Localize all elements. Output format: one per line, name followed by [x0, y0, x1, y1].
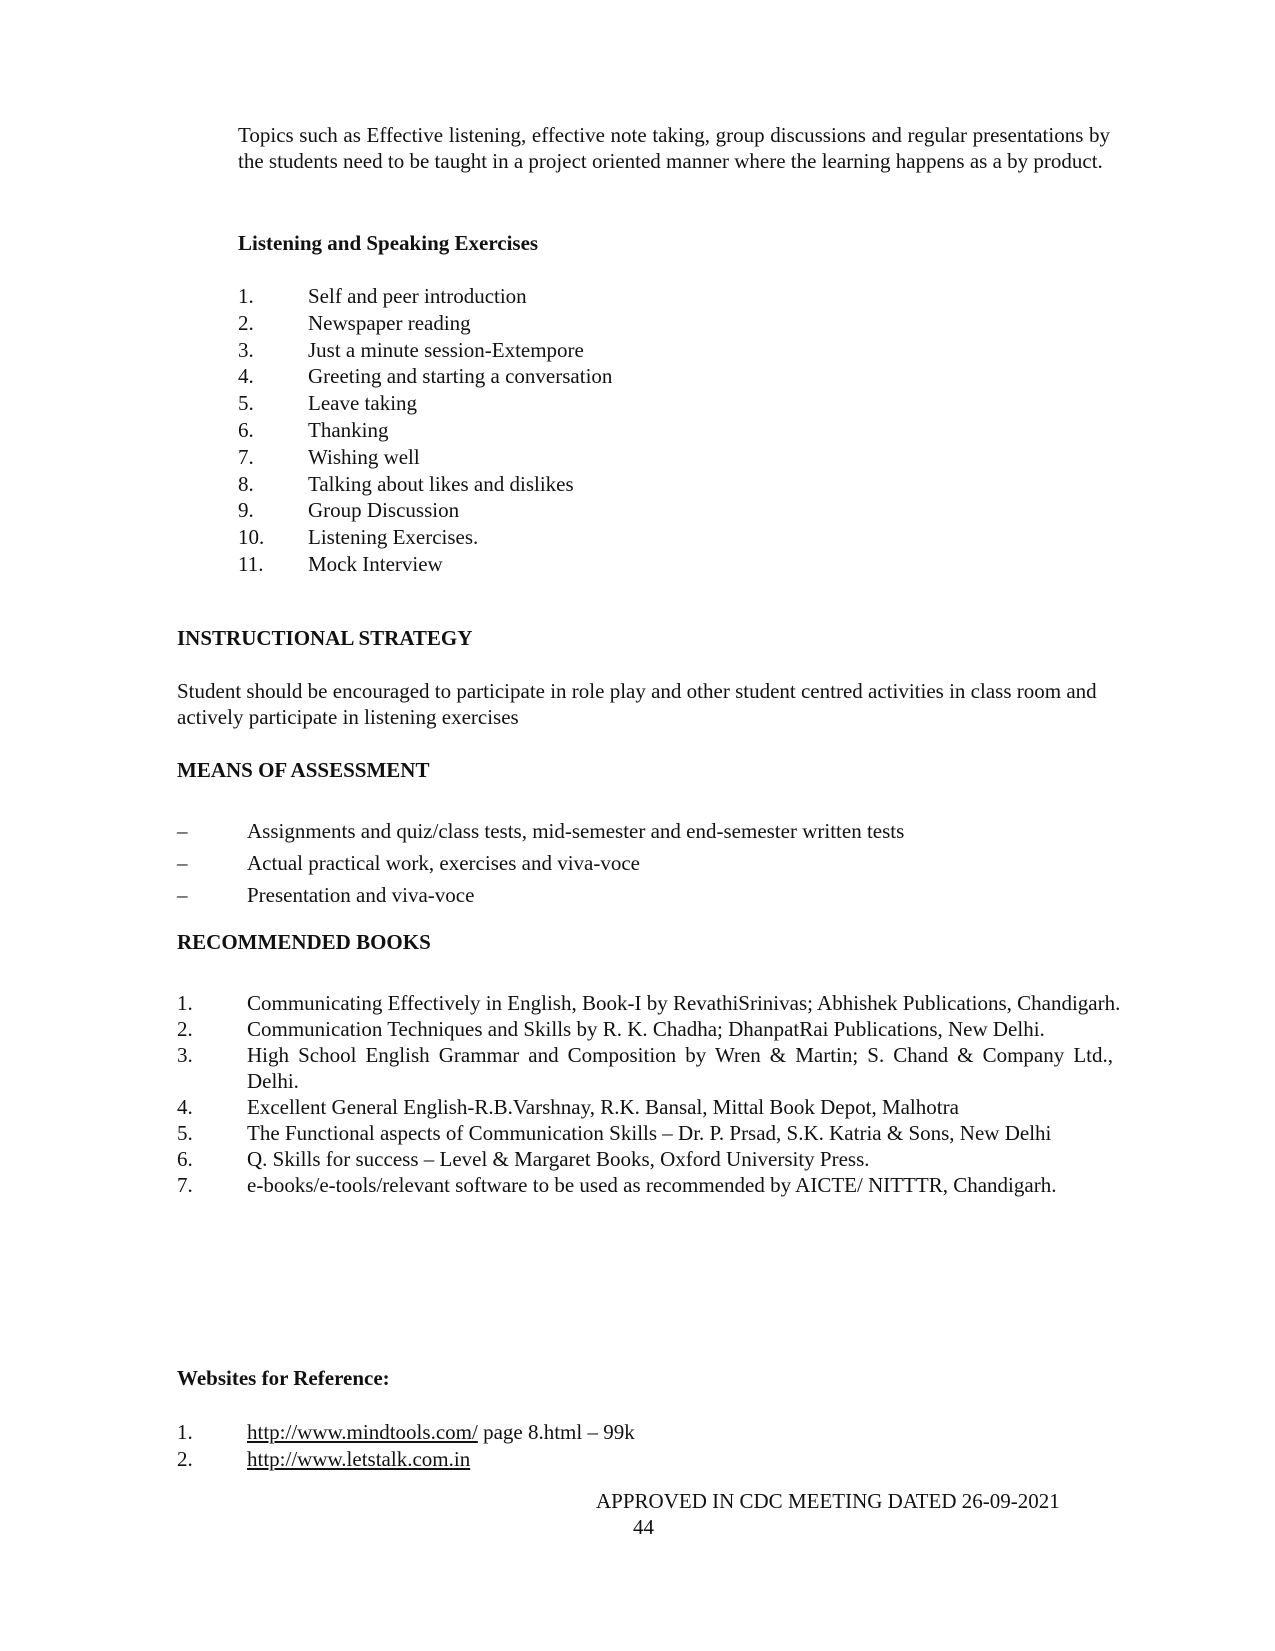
assessment-list	[177, 818, 904, 914]
list-text: Talking about likes and dislikes	[308, 471, 574, 496]
link-suffix: page 8.html – 99k	[477, 1420, 635, 1444]
list-text: Self and peer introduction	[308, 284, 527, 308]
list-text: Wishing well	[308, 444, 420, 469]
list-item	[177, 882, 904, 914]
list-text: The Functional aspects of Communication Skills – Dr. P. Prsad, S.K. Katria & Sons, New Delhi	[247, 1121, 1052, 1145]
list-number: 5.	[238, 391, 254, 416]
list-number: 11.	[238, 551, 264, 576]
list-text: Actual practical work, exercises and viva-voce	[247, 851, 640, 875]
websites-heading: Websites for Reference:	[177, 1366, 390, 1390]
list-item	[238, 417, 612, 444]
list-item	[238, 337, 612, 364]
page-number: 44	[633, 1515, 654, 1539]
intro-paragraph: Topics such as Effective listening, effective note taking, group discussions and regular presentations by the students need to be taught in a project oriented manner where the learning happens as a by product.	[238, 123, 1110, 173]
exercises-heading: Listening and Speaking Exercises	[238, 231, 539, 255]
list-text: Just a minute session-Extempore	[308, 337, 584, 362]
list-number: 7.	[177, 1173, 193, 1197]
mindtools-link[interactable]: http://www.mindtools.com/	[247, 1420, 478, 1444]
list-number: 3.	[238, 337, 254, 362]
list-text: Communicating Effectively in English, Book-I by RevathiSrinivas; Abhishek Publications, Chandigarh.	[247, 991, 1121, 1015]
list-number: 4.	[238, 364, 254, 389]
exercises-list	[238, 283, 612, 578]
list-text: e-books/e-tools/relevant software to be used as recommended by AICTE/ NITTTR, Chandigarh.	[247, 1173, 1057, 1197]
list-item	[238, 363, 612, 390]
letstalk-link[interactable]: http://www.letstalk.com.in	[247, 1446, 471, 1471]
list-text: Mock Interview	[308, 551, 443, 576]
list-item	[177, 1146, 1113, 1172]
list-item	[238, 471, 612, 498]
list-text: Assignments and quiz/class tests, mid-semester and end-semester written tests	[247, 819, 905, 843]
list-text: Leave taking	[308, 391, 418, 416]
list-text: Listening Exercises.	[308, 525, 479, 550]
list-item	[177, 1419, 635, 1446]
list-number: 4.	[177, 1095, 193, 1119]
list-number: 8.	[238, 471, 254, 496]
dash-bullet: –	[177, 819, 188, 843]
assessment-heading: MEANS OF ASSESSMENT	[177, 758, 430, 782]
dash-bullet: –	[177, 883, 188, 907]
books-heading: RECOMMENDED BOOKS	[177, 930, 431, 954]
list-text: Communication Techniques and Skills by R. K. Chadha; DhanpatRai Publications, New Delhi.	[247, 1017, 1045, 1041]
list-item	[177, 1016, 1113, 1042]
list-item	[177, 850, 904, 882]
dash-bullet: –	[177, 851, 188, 875]
list-number: 6.	[177, 1147, 193, 1171]
list-item	[177, 1120, 1113, 1146]
list-number: 1.	[238, 284, 254, 308]
list-text: Thanking	[308, 417, 389, 442]
list-text: Q. Skills for success – Level & Margaret Books, Oxford University Press.	[247, 1147, 870, 1171]
list-item	[177, 990, 1145, 1016]
list-item	[238, 283, 612, 310]
list-text: Greeting and starting a conversation	[308, 364, 613, 389]
list-item	[177, 818, 904, 850]
list-item	[238, 551, 612, 578]
strategy-heading: INSTRUCTIONAL STRATEGY	[177, 626, 473, 650]
strategy-paragraph: Student should be encouraged to participate in role play and other student centred activities in class room and actively participate in listening exercises	[177, 679, 1097, 729]
list-text: High School English Grammar and Composition by Wren & Martin; S. Chand & Company Ltd., Delhi.	[247, 1043, 1113, 1093]
list-number: 9.	[238, 498, 254, 523]
list-number: 10.	[238, 525, 265, 550]
list-number: 2.	[238, 310, 254, 335]
list-item	[238, 444, 612, 471]
list-number: 7.	[238, 444, 254, 469]
list-number: 5.	[177, 1121, 193, 1145]
list-item	[238, 497, 612, 524]
list-number: 3.	[177, 1043, 193, 1067]
list-number: 2.	[177, 1017, 193, 1041]
list-number: 2.	[177, 1446, 193, 1471]
approval-footer: APPROVED IN CDC MEETING DATED 26-09-2021	[596, 1489, 1060, 1513]
list-item	[177, 1094, 1113, 1120]
websites-list	[177, 1419, 635, 1473]
list-item	[238, 310, 612, 337]
list-item	[238, 390, 612, 417]
list-item	[177, 1446, 635, 1473]
list-number: 1.	[177, 1420, 193, 1444]
list-text: Group Discussion	[308, 498, 460, 523]
list-text: Newspaper reading	[308, 310, 471, 335]
list-item	[177, 1042, 1113, 1094]
list-number: 6.	[238, 417, 254, 442]
list-item	[238, 524, 612, 551]
list-text: Excellent General English-R.B.Varshnay, R.K. Bansal, Mittal Book Depot, Malhotra	[247, 1095, 959, 1119]
list-number: 1.	[177, 991, 193, 1015]
books-list	[177, 990, 1145, 1198]
list-item	[177, 1172, 1113, 1198]
list-text: Presentation and viva-voce	[247, 883, 475, 907]
